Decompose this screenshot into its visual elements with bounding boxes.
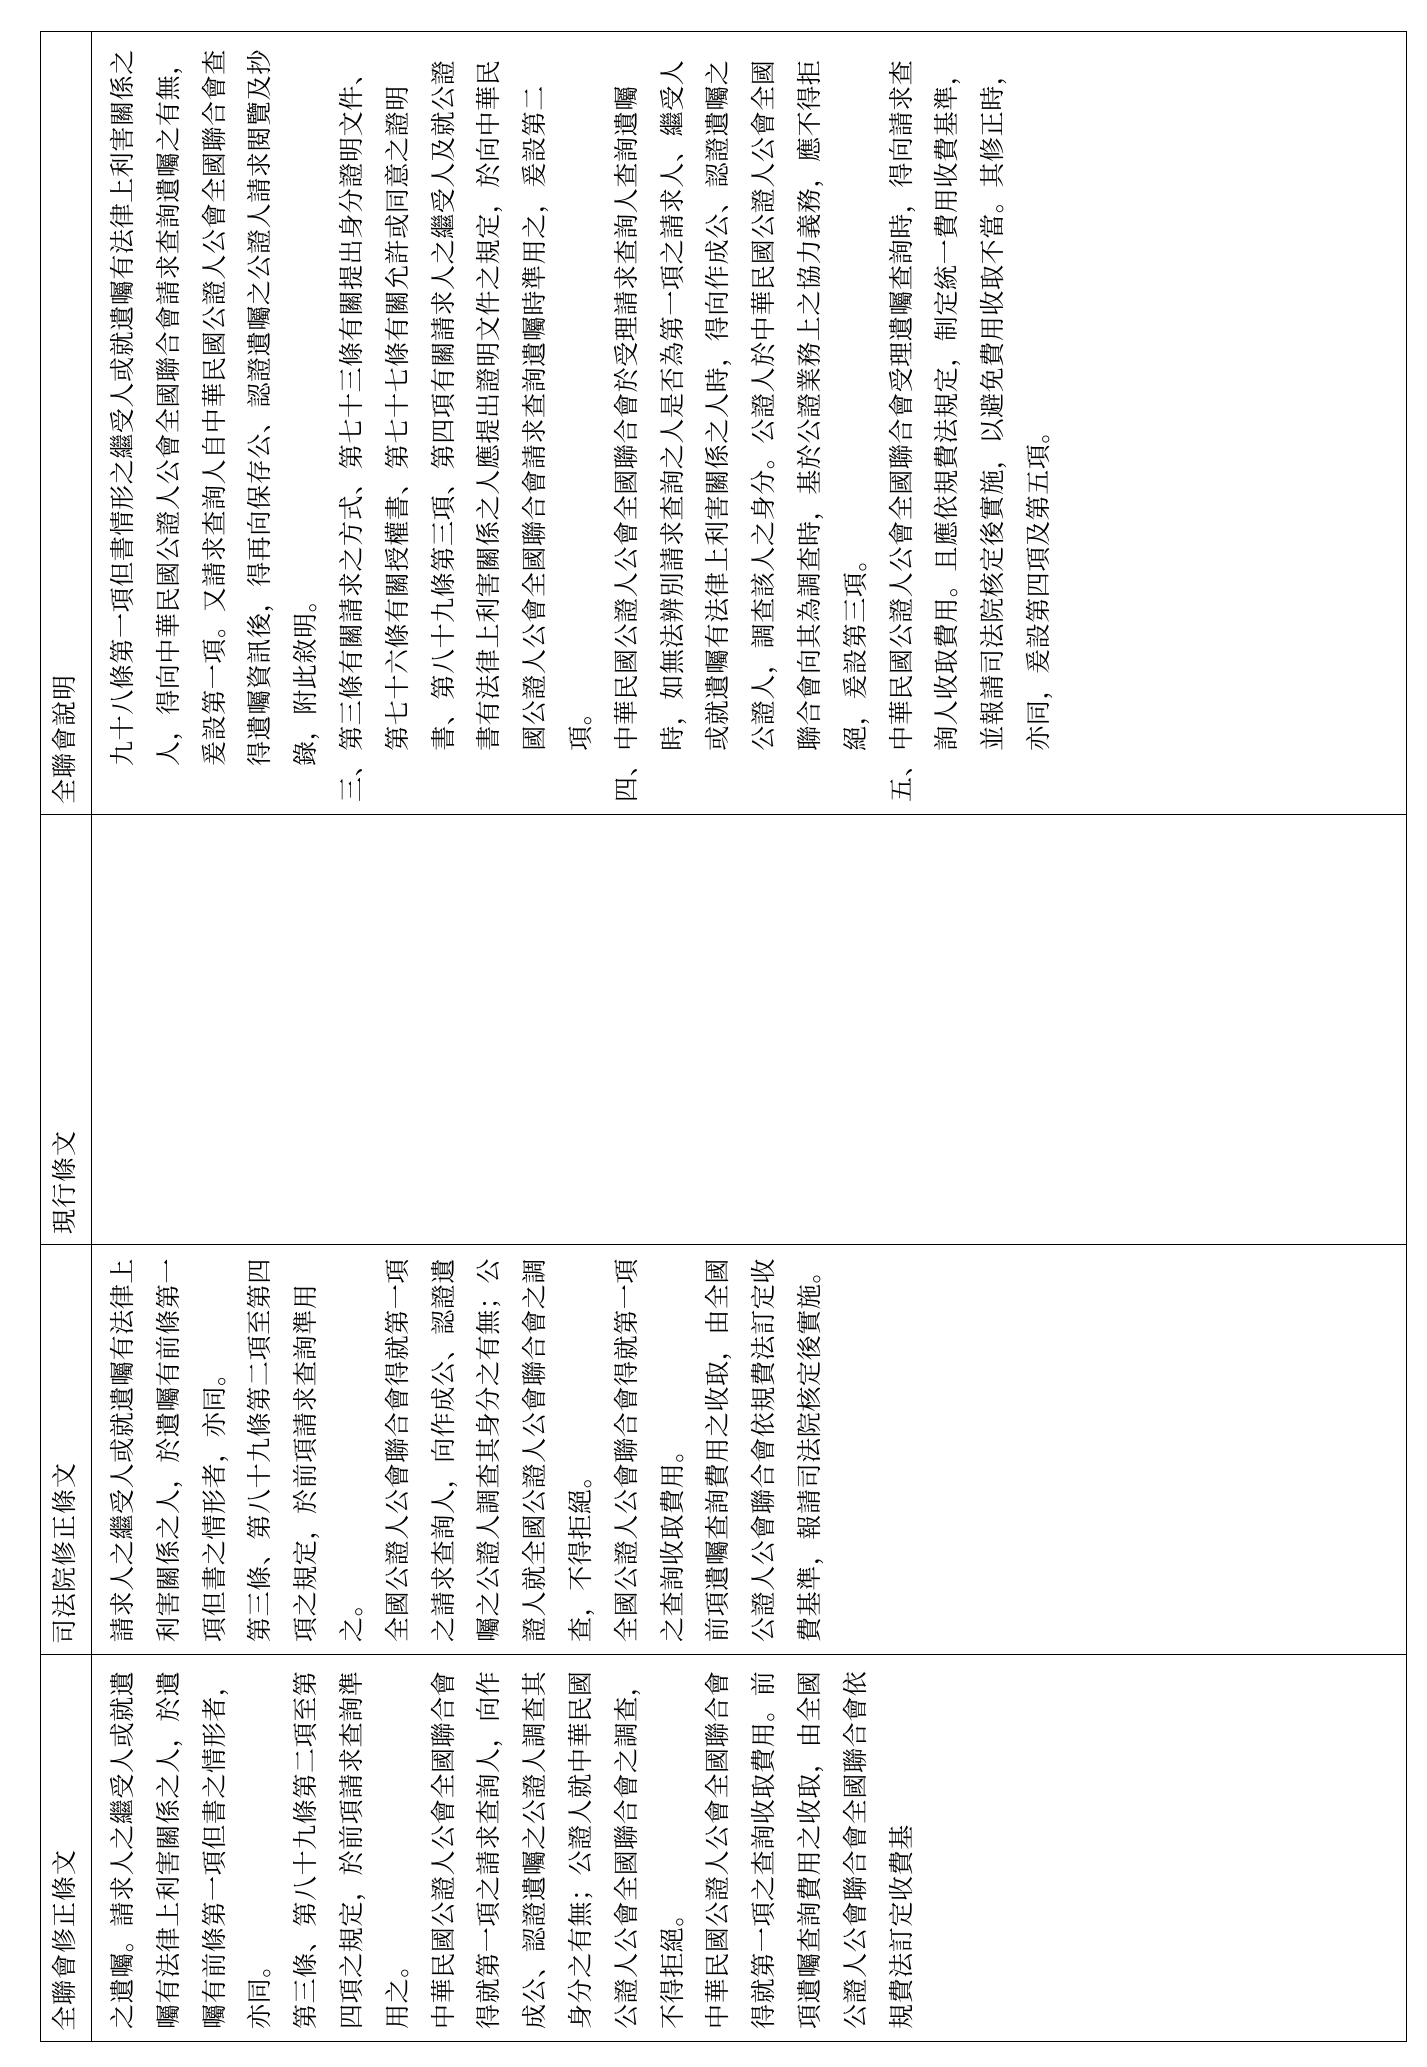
item-number: 四、: [611, 750, 641, 802]
paragraph: 全國公證人公會聯合會得就第一項之請求查詢人，向作成公、認證遺囑之公證人調查其身分之有無；公證人就全國公證人公會聯合會之調查，不得拒絕。: [382, 1257, 595, 1642]
comparison-table: [40, 31, 1407, 2042]
item-text: 第三條有關請求之方式、第七十三條有關提出身分證明文件、第七十六條有關授權書、第七十七條有關允許或同意之證明書、第八十九條第三項、第四項有關請求人之繼受人及就公證書有法律上利害關係之人應提出證明文件之規定，於向中華民國公證人公會全國聯合會請求查詢遺囑時準用之，爰設第二項。: [336, 59, 595, 751]
paragraph: 第三條、第八十九條第二項至第四項之規定，於前項請求查詢準用之。: [245, 1257, 366, 1642]
cell-all-union-explanation: [92, 32, 1407, 815]
item-text: 中華民國公證人公會全國聯合會於受理請求查詢人查詢遺囑時，如無法辨別請求查詢之人是否為第一項之請求人、繼受人或就遺囑有法律上利害關係之人時，得向作成公、認證遺囑之公證人，調查該人之身分。公證人於中華民國公證人公會全國聯合會向其為調查時，基於公證業務上之協力義務，應不得拒絕，爰設第三項。: [611, 59, 870, 751]
table-header-row: [41, 32, 92, 2042]
explanation-item: [329, 42, 604, 802]
explanation-item: [100, 42, 329, 802]
explanation-item: [879, 42, 1062, 802]
paragraph: 中華民國公證人公會全國聯合會得就第一項之請求查詢人，向作成公、認證遺囑之公證人調查其身分之有無；公證人就中華民國公證人公會全國聯合會之調查，不得拒絕。: [428, 1670, 687, 2029]
cell-judicial-yuan-amended-text: [92, 1245, 1407, 1655]
paragraph: 前項遺囑查詢費用之收取，由全國公證人公會聯合會依規費法訂定收費基準，報請司法院核定後實施。: [703, 1257, 824, 1642]
item-text: 中華民國公證人公會全國聯合會受理遺囑查詢時，得向請求查詢人收取費用。且應依規費法規定，制定統一費用收費基準，並報請司法院核定後實施，以避免費用收取不當。其修正時，亦同，爰設第四項及第五項。: [886, 59, 1053, 751]
header-all-union-explanation: 全聯會說明: [41, 32, 92, 815]
cell-current-text: [92, 815, 1407, 1245]
table-body-row: [92, 32, 1407, 2042]
rotated-comparison-table: [40, 32, 1407, 2042]
item-number: 五、: [886, 750, 916, 802]
paragraph: 請求人之繼受人或就遺囑有法律上利害關係之人，於遺囑有前條第一項但書之情形者，亦同。: [108, 1257, 229, 1642]
paragraph: 中華民國公證人公會全國聯合會得就第一項之查詢收取費用。前項遺囑查詢費用之收取，由全國公證人公會聯合會全國聯合會依規費法訂定收費基: [703, 1670, 916, 2029]
paragraph: 全國公證人公會聯合會得就第一項之查詢收取費用。: [611, 1257, 687, 1642]
cell-all-union-amended-text: [92, 1655, 1407, 2042]
explanation-item: [604, 42, 879, 802]
paragraph: 之遺囑。請求人之繼受人或就遺囑有法律上利害關係之人，於遺囑有前條第一項但書之情形者，亦同。: [108, 1670, 275, 2029]
item-number: 三、: [336, 750, 366, 802]
header-current-text: 現行條文: [41, 815, 92, 1245]
header-all-union-amended-text: 全聯會修正條文: [41, 1655, 92, 2042]
item-number: [100, 766, 329, 802]
header-judicial-yuan-amended-text: 司法院修正條文: [41, 1245, 92, 1655]
current-text-content: [92, 815, 100, 1244]
item-text: 九十八條第一項但書情形之繼受人或就遺囑有法律上利害關係之人，得向中華民國公證人公會全國聯合會請求查詢遺囑之有無，爰設第一項。又請求查詢人自中華民國公證人公會全國聯合會查得遺囑資訊後，得再向保存公、認證遺囑之公證人請求閱覽及抄錄，附此敘明。: [108, 49, 321, 766]
paragraph: 第三條、第八十九條第二項至第四項之規定，於前項請求查詢準用之。: [291, 1670, 412, 2029]
